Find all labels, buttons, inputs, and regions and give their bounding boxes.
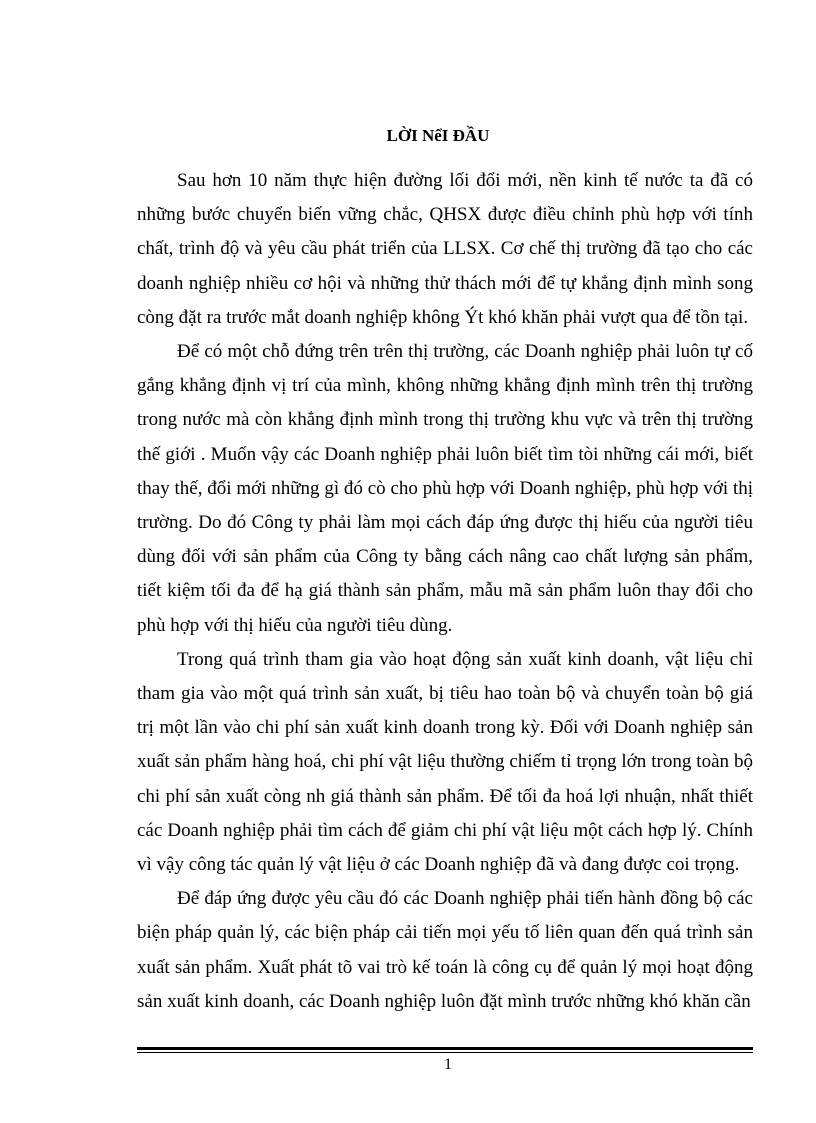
paragraph-2: Để có một chỗ đứng trên trên thị trường, các Doanh nghiệp phải luôn tự cố gắng khẳng định vị trí của mình, không những khẳng định mình trên thị trường trong nước mà còn khẳng định mình trong thị trường khu vực và trên thị trường thế giới . Muốn vậy các Doanh nghiệp phải luôn biết tìm tòi những cái mới, biết thay thế, đổi mới những gì đó cò cho phù hợp với Doanh nghiệp, phù hợp với thị trường. Do đó Công ty phải làm mọi cách đáp ứng được thị hiếu của người tiêu dùng đối với sản phẩm của Công ty bằng cách nâng cao chất lượng sản phẩm, tiết kiệm tối đa để hạ giá thành sản phẩm, mẫu mã sản phẩm luôn thay đổi cho phù hợp với thị hiếu của người tiêu dùng.	[137, 341, 753, 636]
paragraph-4: Để đáp ứng được yêu cầu đó các Doanh nghiệp phải tiến hành đồng bộ các biện pháp quản lý, các biện pháp cải tiến mọi yếu tố liên quan đến quá trình sản xuất sản phẩm. Xuất phát tõ vai trò kế toán là công cụ để quản lý mọi hoạt động sản xuất kinh doanh, các Doanh nghiệp luôn đặt mình trước những khó khăn cần	[137, 888, 753, 1012]
page-number: 1	[444, 1056, 452, 1073]
paragraph-3: Trong quá trình tham gia vào hoạt động sản xuất kinh doanh, vật liệu chỉ tham gia vào một quá trình sản xuất, bị tiêu hao toàn bộ và chuyển toàn bộ giá trị một lần vào chi phí sản xuất kinh doanh trong kỳ. Đối với Doanh nghiệp sản xuất sản phẩm hàng hoá, chi phí vật liệu thường chiếm tỉ trọng lớn trong toàn bộ chi phí sản xuất còng nh giá thành sản phẩm. Để tối đa hoá lợi nhuận, nhất thiết các Doanh nghiệp phải tìm cách để giảm chi phí vật liệu một cách hợp lý. Chính vì vậy công tác quản lý vật liệu ở các Doanh nghiệp đã và đang được coi trọng.	[137, 648, 753, 876]
document-body	[137, 164, 753, 1019]
footer-divider	[137, 1047, 753, 1053]
paragraph-1: Sau hơn 10 năm thực hiện đường lối đổi mới, nền kinh tế nước ta đã có những bước chuyển biến vững chắc, QHSX được điều chỉnh phù hợp với tính chất, trình độ và yêu cầu phát triển của LLSX. Cơ chế thị trường đã tạo cho các doanh nghiệp nhiều cơ hội và những thử thách mới để tự khẳng định mình song còng đặt ra trước mắt doanh nghiệp không Ýt khó khăn phải vượt qua để tồn tại.	[137, 170, 753, 328]
page-title: LỜI NểI ĐẦU	[386, 126, 490, 145]
